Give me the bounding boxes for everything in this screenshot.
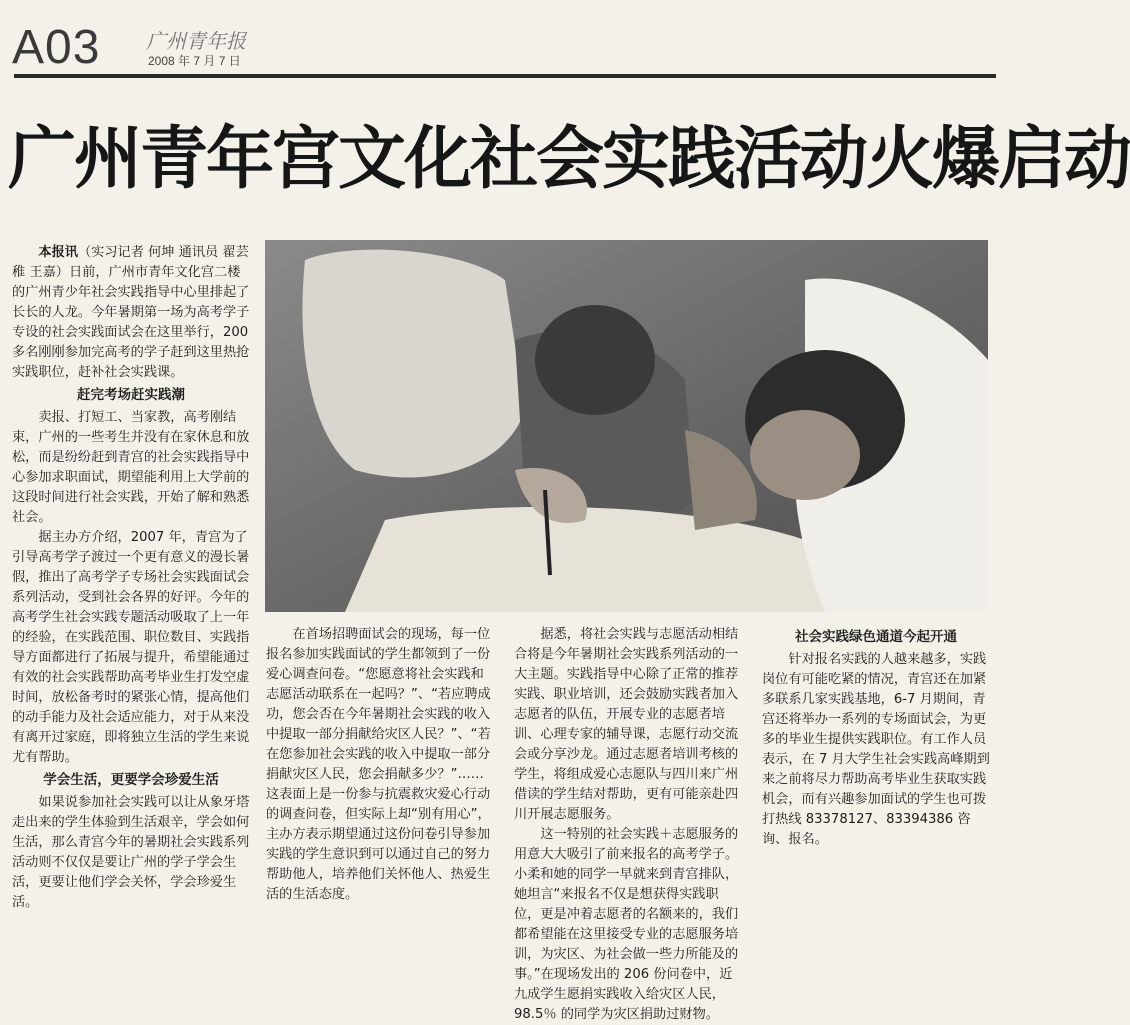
page-number: A03 [12, 21, 101, 74]
column-1 [12, 243, 250, 913]
lead-paragraph [12, 243, 250, 383]
paragraph-6: 这一特别的社会实践＋志愿服务的用意大大吸引了前来报名的高考学子。小柔和她的同学一早就来到青宫排队，她坦言“来报名不仅是想获得实践职位，更是冲着志愿者的名额来的，我们都希望能在这里接受专业的志愿服务培训，为灾区、为社会做一些力所能及的事。”在现场发出的 206 份问卷中，近九成学生愿捐实践收入给灾区人民，98.5％ 的同学为灾区捐助过财物。 [514, 827, 739, 1022]
lead-body: 日前，广州市青年文化宫二楼的广州青少年社会实践指导中心里排起了长长的人龙。今年暑期第一场为高考学子专设的社会实践面试会在这里举行，200 多名刚刚参加完高考的学子赶到这里热抢实践职位，赶补社会实践课。 [12, 265, 250, 380]
column-4 [762, 625, 990, 850]
paragraph-3: 如果说参加社会实践可以让从象牙塔走出来的学生体验到生活艰辛，学会如何生活，那么青宫今年的暑期社会实践系列活动则不仅仅是要让广州的学子学会生活，更要让他们学会关怀，学会珍爱生活。 [12, 795, 250, 910]
headline: 广州青年宫文化社会实践活动火爆启动 [8, 120, 1130, 199]
column-2 [266, 625, 494, 905]
lead-tag: 本报讯 [38, 245, 78, 260]
paragraph-4: 在首场招聘面试会的现场，每一位报名参加实践面试的学生都领到了一份爱心调查问卷。“您愿意将社会实践和志愿活动联系在一起吗？”、“若应聘成功，您会否在今年暑期社会实践的收入中提取一部分捐献给灾区人民？”、“若在您参加社会实践的收入中提取一部分捐献灾区人民，您会捐献多少？”……这表面上是一份参与抗震救灾爱心行动的调查问卷，但实际上却“别有用心”，主办方表示期望通过这份问卷引导参加实践的学生意识到可以通过自己的努力帮助他人，培养他们关怀他人、热爱生活的生活态度。 [266, 627, 491, 902]
paper-name: 广州青年报 [146, 29, 246, 53]
column-3 [514, 625, 742, 1025]
photo-students-writing-icon [265, 240, 988, 612]
subheading-1: 赶完考场赶实践潮 [77, 387, 185, 403]
paragraph-7: 针对报名实践的人越来越多，实践岗位有可能吃紧的情况，青宫还在加紧多联系几家实践基地，6-7 月期间，青宫还将举办一系列的专场面试会，为更多的毕业生提供实践职位。有工作人员表示，在 7 月大学生社会实践高峰期到来之前将尽力帮助高考毕业生获取实践机会，而有兴趣参加面试的学生也可拨打热线 83378127、83394386 咨询、报名。 [762, 652, 990, 847]
paragraph-2: 据主办方介绍，2007 年，青宫为了引导高考学子渡过一个更有意义的漫长暑假，推出了高考学子专场社会实践面试会系列活动，受到社会各界的好评。今年的高考学生社会实践专题活动吸取了上一年的经验，在实践范围、职位数目、实践指导方面都进行了拓展与提升，希望能通过有效的社会实践帮助高考毕业生打发空虚时间，放松备考时的紧张心情，提高他们的动手能力及社会适应能力，对于从来没有离开过家庭，即将独立生活的学生来说尤有帮助。 [12, 530, 250, 765]
lead-byline: （实习记者 何坤 通讯员 翟芸稚 王嘉） [12, 245, 249, 280]
subheading-2: 学会生活，更要学会珍爱生活 [43, 772, 219, 788]
paragraph-1: 卖报、打短工、当家教，高考刚结束，广州的一些考生并没有在家休息和放松，而是纷纷赶到青宫的社会实践指导中心参加求职面试，期望能利用上大学前的这段时间进行社会实践，开始了解和熟悉社会。 [12, 410, 250, 525]
issue-date: 2008 年 7 月 7 日 [148, 54, 241, 68]
paragraph-5: 据悉，将社会实践与志愿活动相结合将是今年暑期社会实践系列活动的一大主题。实践指导中心除了正常的推荐实践、职业培训，还会鼓励实践者加入志愿者的队伍，开展专业的志愿者培训、心理专家的辅导课，志愿行动交流会或分享沙龙。通过志愿者培训考核的学生，将组成爱心志愿队与四川来广州借读的学生结对帮助，更有可能亲赴四川开展志愿服务。 [514, 627, 739, 822]
news-photo [265, 240, 988, 612]
subheading-3: 社会实践绿色通道今起开通 [795, 629, 957, 645]
masthead-rule [14, 74, 996, 78]
